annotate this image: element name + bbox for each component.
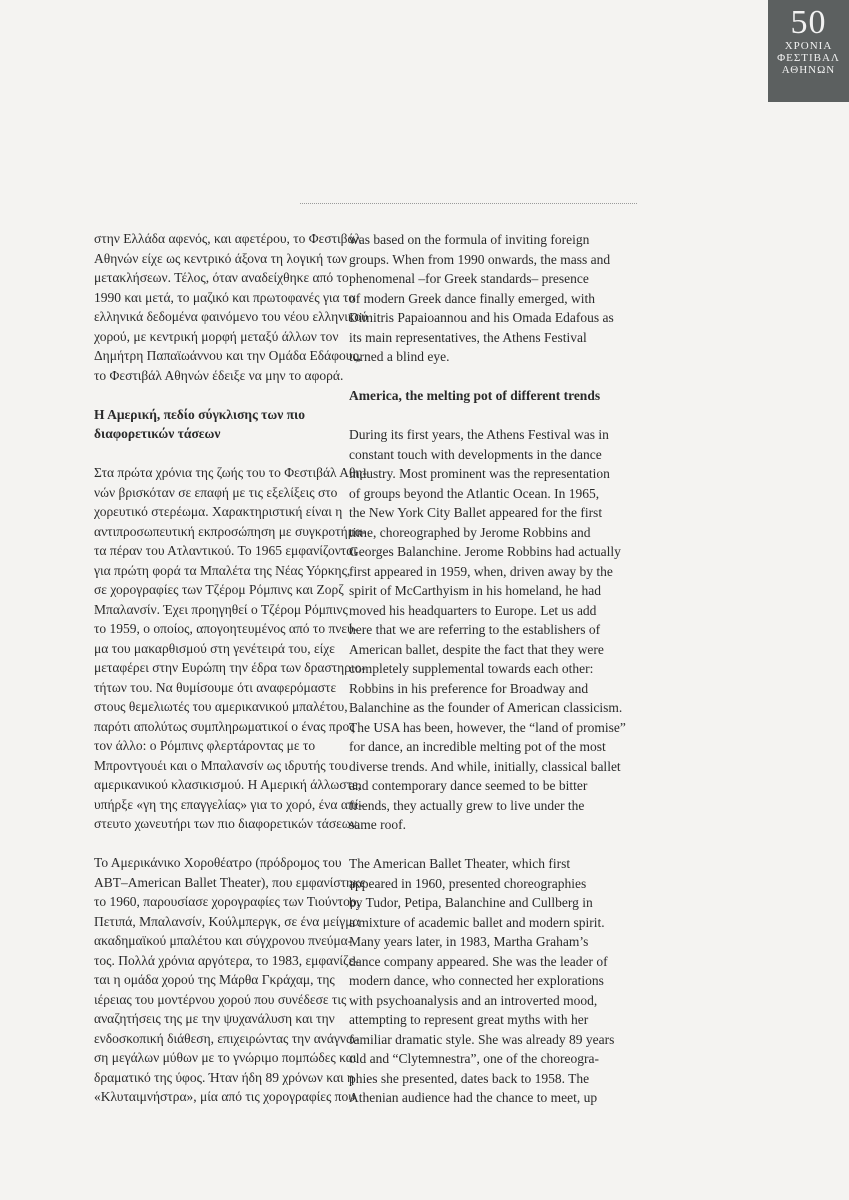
text-line: ση μεγάλων μύθων με το γνώριμο πομπώδες και	[94, 1050, 357, 1065]
text-line: Μπρoντγουέι και ο Μπαλανσίν ως ιδρυτής του	[94, 757, 348, 773]
text-line: χορού, με κεντρική μορφή μεταξύ άλλων τον	[94, 328, 339, 344]
text-line: διαφορετικών τάσεων	[94, 426, 221, 441]
text-line: δραματικό της ύφος. Ήταν ήδη 89 χρόνων και η	[94, 1069, 355, 1085]
english-column	[349, 230, 640, 1127]
text-line: friends, they actually grew to live under the	[349, 797, 585, 813]
text-line: first appeared in 1959, when, driven away by the	[349, 563, 613, 579]
text-line: During its first years, the Athens Festival was in	[349, 427, 609, 442]
text-line: groups. When from 1990 onwards, the mass and	[349, 251, 611, 267]
text-line: moved his headquarters to Europe. Let us add	[349, 602, 597, 618]
text-line: Dimitris Papaioannou and his Omada Edafous as	[349, 310, 614, 325]
text-line: στευτο χωνευτήρι των πιο διαφορετικών τάσεων.	[94, 816, 361, 831]
text-line: attempting to represent great myths with her	[349, 1012, 589, 1027]
text-line: time, choreographed by Jerome Robbins and	[349, 524, 591, 540]
text-line: Μπαλανσίν. Έχει προηγηθεί ο Τζέρομ Ρόμπινς	[94, 601, 348, 617]
badge-number: 50	[790, 4, 827, 41]
text-line: Athenian audience had the chance to meet, up	[349, 1090, 598, 1105]
text-line: Αθηνών είχε ως κεντρικό άξονα τη λογική των	[94, 250, 347, 266]
greek-section-heading	[94, 405, 326, 444]
text-line: its main representatives, the Athens Festival	[349, 329, 587, 345]
text-line: αντιπροσωπευτική εκπροσώπηση με συγκροτήμα-	[94, 523, 367, 539]
text-line: Balanchine as the founder of American classicism.	[349, 700, 623, 715]
text-line: by Tudor, Petipa, Balanchine and Cullberg in	[349, 895, 593, 910]
text-line: of modern Greek dance finally emerged, with	[349, 290, 596, 306]
english-paragraph-2	[349, 425, 640, 835]
text-line: Η Αμερική, πεδίο σύγκλισης των πιο	[94, 406, 305, 422]
text-line: here that we are referring to the establishers of	[349, 622, 601, 637]
festival-anniversary-badge	[768, 0, 849, 102]
text-line: Το Αμερικάνικο Χοροθέατρο (πρόδρομος του	[94, 855, 342, 870]
text-line: αμερικανικού κλασικισμού. Η Αμερική άλλωστε,	[94, 777, 362, 792]
text-line: with psychoanalysis and an introverted mood,	[349, 992, 598, 1008]
text-line: τα πέραν του Ατλαντικού. Το 1965 εμφανίζονται	[94, 543, 357, 558]
text-line: was based on the formula of inviting foreign	[349, 232, 590, 247]
greek-paragraph-2	[94, 463, 367, 834]
text-line: for dance, an incredible melting pot of the most	[349, 739, 606, 754]
text-line: appeared in 1960, presented choreographies	[349, 875, 587, 891]
text-line: στην Ελλάδα αφενός, και αφετέρου, το Φεστιβάλ	[94, 231, 362, 246]
badge-line-2: ΦΕΣΤΙΒΑΛ	[777, 52, 840, 64]
text-line: completely supplemental towards each other:	[349, 661, 594, 676]
text-line: phenomenal –for Greek standards– presence	[349, 271, 589, 286]
text-line: The USA has been, however, the “land of promise”	[349, 719, 626, 735]
text-line: spirit of McCarthyism in his homeland, he had	[349, 583, 601, 598]
text-line: Στα πρώτα χρόνια της ζωής του το Φεστιβάλ Αθη-	[94, 465, 367, 480]
text-line: diverse trends. And while, initially, classical ballet	[349, 758, 621, 774]
text-line: industry. Most prominent was the representation	[349, 466, 610, 481]
text-line: Georges Balanchine. Jerome Robbins had actually	[349, 544, 621, 559]
text-line: νών βρισκόταν σε επαφή με τις εξελίξεις στο	[94, 484, 338, 500]
text-line: American ballet, despite the fact that they were	[349, 641, 604, 657]
text-line: the New York City Ballet appeared for the first	[349, 505, 603, 520]
text-line: of groups beyond the Atlantic Ocean. In 1965,	[349, 485, 600, 501]
text-line: το 1960, παρουσίασε χορογραφίες των Τιούντορ,	[94, 894, 360, 909]
greek-column	[94, 229, 368, 1126]
text-line: αναζητήσεις της με την ψυχανάλυση και την	[94, 1011, 335, 1026]
text-line: μα του μακαρθισμού στη γενέτειρά του, είχε	[94, 640, 335, 656]
text-line: για πρώτη φορά τα Μπαλέτα της Νέας Υόρκης,	[94, 562, 351, 578]
text-line: χορευτικό στερέωμα. Χαρακτηριστική είναι η	[94, 504, 343, 519]
text-line: ται η ομάδα χορού της Μάρθα Γκράχαμ, της	[94, 972, 335, 987]
english-paragraph-3	[349, 854, 640, 1108]
text-line: phies she presented, dates back to 1958. The	[349, 1070, 590, 1086]
text-line: same roof.	[349, 817, 406, 832]
greek-paragraph-3	[94, 853, 366, 1107]
text-line: το Φεστιβάλ Αθηνών έδειξε να μην το αφορά.	[94, 367, 344, 383]
text-line: familiar dramatic style. She was already 89 years	[349, 1031, 615, 1047]
text-line: ιέρειας του μοντέρνου χορού που συνέδεσε τις	[94, 991, 347, 1007]
text-line: old and “Clytemnestra”, one of the choreogra-	[349, 1051, 600, 1066]
text-line: μεταφέρει στην Ευρώπη την έδρα των δραστηριο-	[94, 660, 366, 675]
header-divider	[300, 203, 637, 204]
text-line: 1990 και μετά, το μαζικό και πρωτοφανές για τα	[94, 289, 356, 305]
text-line: ενδοσκοπική διάθεση, επιχειρώντας την ανάγνω-	[94, 1030, 360, 1046]
text-line: σε χορογραφίες των Τζέρομ Ρόμπινς και Ζορζ	[94, 582, 344, 597]
text-line: and contemporary dance seemed to be bitter	[349, 778, 588, 793]
text-line: Robbins in his preference for Broadway and	[349, 680, 589, 696]
text-line: dance company appeared. She was the leader of	[349, 953, 608, 969]
text-line: Δημήτρη Παπαϊωάννου και την Ομάδα Εδάφους,	[94, 348, 362, 363]
text-line: τήτων του. Να θυμίσουμε ότι αναφερόμαστε	[94, 679, 337, 695]
text-line: modern dance, who connected her explorations	[349, 973, 604, 988]
text-line: παρότι απολύτως συμπληρωματικοί ο ένας προς	[94, 718, 355, 734]
text-line: constant touch with developments in the dance	[349, 446, 602, 462]
text-line: τος. Πολλά χρόνια αργότερα, το 1983, εμφανίζε-	[94, 952, 359, 968]
text-line: Many years later, in 1983, Martha Graham’s	[349, 934, 589, 949]
text-line: μετακλήσεων. Τέλος, όταν αναδείχθηκε από το	[94, 270, 349, 285]
text-line: υπήρξε «γη της επαγγελίας» για το χορό, ένα απί-	[94, 796, 363, 812]
text-line: ελληνικά δεδομένα φαινόμενο του νέου ελληνικού	[94, 309, 368, 324]
text-line: Πετιπά, Μπαλανσίν, Κούλμπεργκ, σε ένα μείγμα	[94, 913, 360, 929]
text-line: το 1959, ο οποίος, απογοητευμένος από το πνεύ-	[94, 621, 359, 636]
badge-line-1: ΧΡΟΝΙΑ	[784, 40, 833, 52]
greek-paragraph-1	[94, 229, 368, 385]
english-section-heading: America, the melting pot of different trends	[349, 388, 601, 403]
text-line: a mixture of academic ballet and modern spirit.	[349, 914, 605, 930]
text-line: turned a blind eye.	[349, 349, 450, 364]
text-line: τον άλλο: ο Ρόμπινς φλερτάροντας με το	[94, 738, 316, 753]
badge-line-3: ΑΘΗΝΩΝ	[781, 64, 836, 76]
text-line: «Κλυταιμνήστρα», μία από τις χορογραφίες που	[94, 1089, 355, 1104]
text-line: στους θεμελιωτές του αμερικανικού μπαλέτου,	[94, 699, 348, 714]
english-paragraph-1	[349, 230, 640, 367]
text-line: ABT–American Ballet Theater), που εμφανίστηκε	[94, 874, 366, 890]
text-line: ακαδημαϊκού μπαλέτου και σύγχρονου πνεύμα-	[94, 933, 353, 948]
text-line: The American Ballet Theater, which first	[349, 856, 571, 871]
